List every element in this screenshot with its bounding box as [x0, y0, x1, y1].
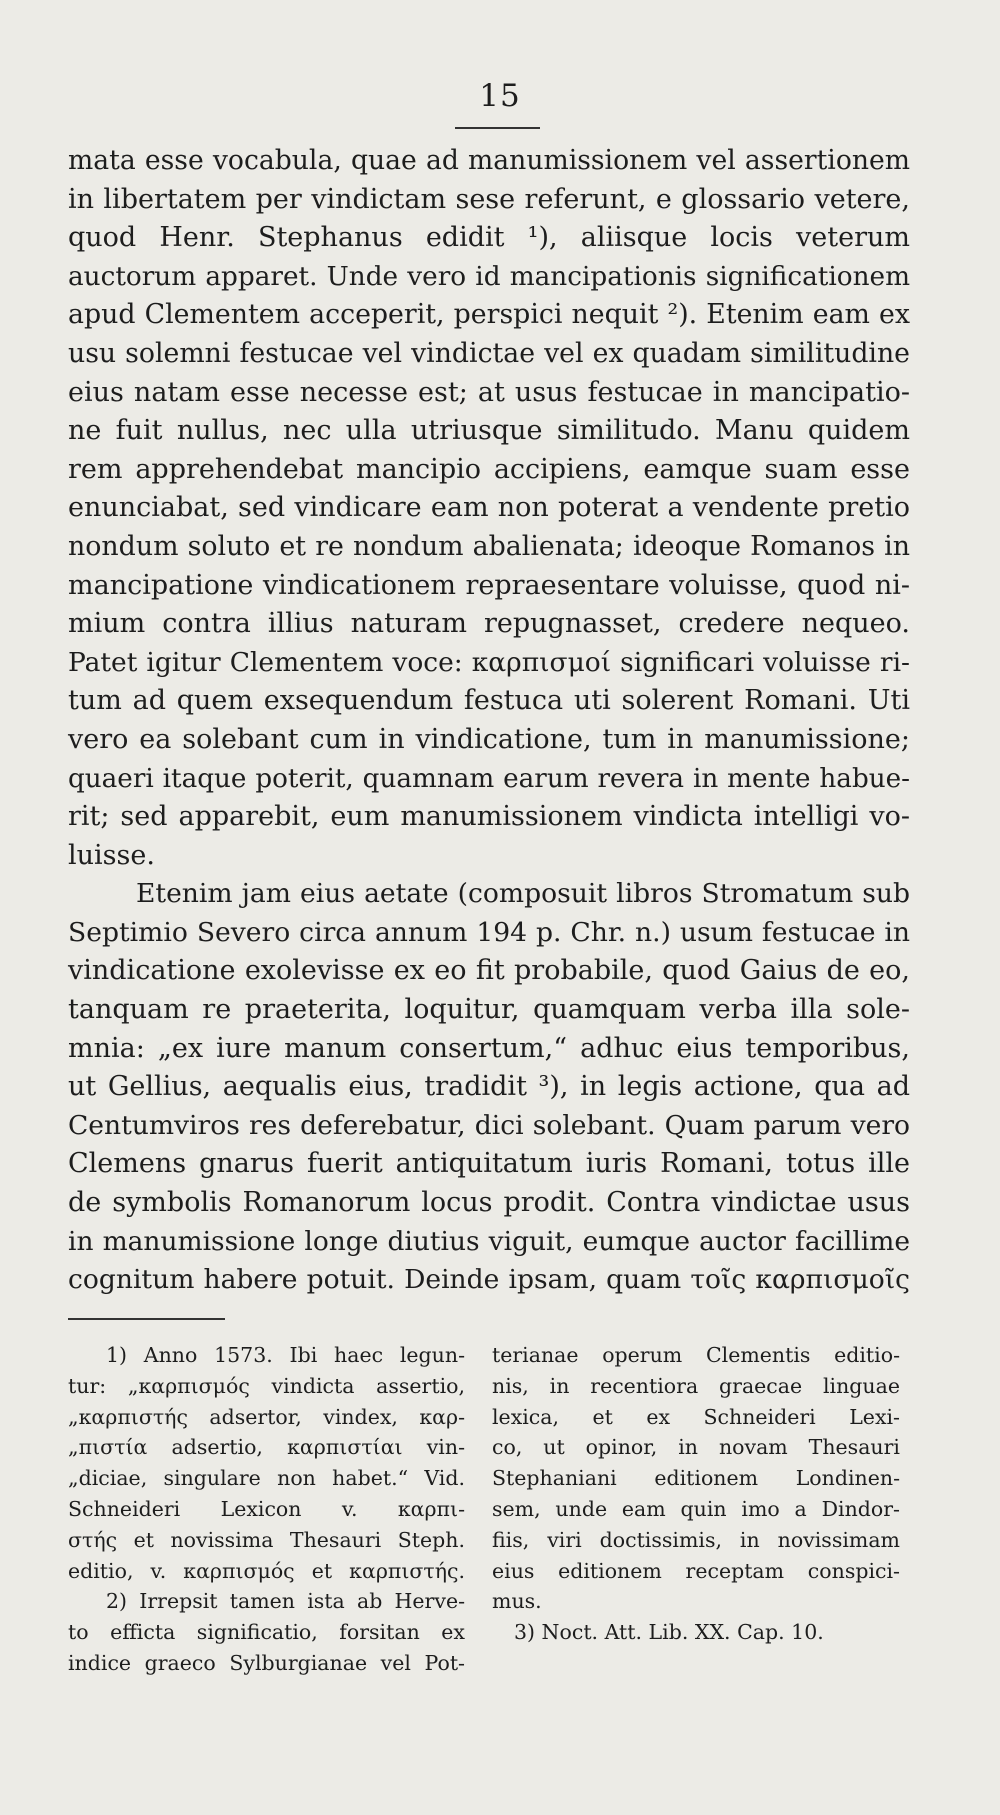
- footnote-rule: [68, 1318, 225, 1320]
- footnote-line: „πιστία adsertio, καρπιστίαι vin-: [68, 1435, 465, 1460]
- text-line: rem apprehendebat mancipio accipiens, eamque suam esse: [68, 453, 910, 485]
- text-line: tanquam re praeterita, loquitur, quamquam verba illa sole-: [68, 994, 910, 1026]
- footnote-line: nis, in recentiora graecae linguae: [492, 1373, 900, 1398]
- text-line: vindicatione exolevisse ex eo fit probabile, quod Gaius de eo,: [68, 955, 910, 987]
- footnote-line: terianae operum Clementis editio-: [492, 1343, 900, 1367]
- text-line: de symbolis Romanorum locus prodit. Contra vindictae usus: [68, 1187, 910, 1219]
- footnote-line: στής et novissima Thesauri Steph.: [68, 1527, 465, 1552]
- footnote-line: co, ut opinor, in novam Thesauri: [492, 1435, 900, 1460]
- footnote-line: „diciae, singulare non habet.“ Vid.: [68, 1466, 465, 1491]
- footnote-line: 1) Anno 1573. Ibi haec legun-: [106, 1343, 465, 1367]
- text-line: auctorum apparet. Unde vero id mancipationis significationem: [68, 261, 910, 292]
- footnote-line: 2) Irrepsit tamen ista ab Herve-: [106, 1589, 465, 1614]
- text-line: mata esse vocabula, quae ad manumissionem vel assertionem: [68, 145, 910, 176]
- text-line: eius natam esse necesse est; at usus festucae in mancipatio-: [68, 376, 910, 408]
- footnote-line: Stephaniani editionem Londinen-: [492, 1466, 900, 1491]
- footnote-line: „καρπιστής adsertor, vindex, καρ-: [68, 1404, 465, 1429]
- text-line: mnia: „ex iure manum consertum,“ adhuc eius temporibus,: [68, 1032, 910, 1064]
- text-line: ne fuit nullus, nec ulla utriusque similitudo. Manu quidem: [68, 415, 910, 447]
- text-line: quod Henr. Stephanus edidit ¹), aliisque locis veterum: [68, 222, 910, 254]
- footnote-line: to efficta significatio, forsitan ex: [68, 1620, 465, 1645]
- text-line: quaeri itaque poterit, quamnam earum revera in mente habue-: [68, 763, 910, 794]
- text-line: usu solemni festucae vel vindictae vel ex quadam similitudine: [68, 337, 910, 369]
- footnote-line: lexica, et ex Schneideri Lexi-: [492, 1404, 900, 1429]
- footnote-line: eius editionem receptam conspici-: [492, 1558, 900, 1583]
- footnote-line: tur: „καρπισμός vindicta assertio,: [68, 1373, 465, 1398]
- text-line: mancipatione vindicationem repraesentare voluisse, quod ni-: [68, 569, 910, 601]
- text-line: cognitum habere potuit. Deinde ipsam, quam τοῖς καρπισμοῖς: [68, 1264, 910, 1296]
- text-line: ut Gellius, aequalis eius, tradidit ³), in legis actione, qua ad: [68, 1071, 910, 1103]
- text-line: tum ad quem exsequendum festuca uti solerent Romani. Uti: [68, 685, 910, 717]
- text-line: in libertatem per vindictam sese referunt, e glossario vetere,: [68, 183, 910, 215]
- page-number: 15: [479, 78, 521, 114]
- header-rule: [455, 127, 540, 129]
- footnote-line: mus.: [492, 1589, 542, 1614]
- footnotes-left-column: [68, 1340, 465, 1679]
- footnote-line: fiis, viri doctissimis, in novissimam: [492, 1527, 900, 1552]
- footnote-line: sem, unde eam quin imo a Dindor-: [492, 1496, 900, 1521]
- footnote-line: 3) Noct. Att. Lib. XX. Cap. 10.: [514, 1620, 824, 1645]
- footnote-line: editio, v. καρπισμός et καρπιστής.: [68, 1558, 465, 1583]
- text-line: enunciabat, sed vindicare eam non poterat a vendente pretio: [68, 492, 910, 524]
- text-line: rit; sed apparebit, eum manumissionem vindicta intelligi vo-: [68, 801, 910, 833]
- footnote-line: Schneideri Lexicon v. καρπι-: [68, 1496, 465, 1521]
- text-line: luisse.: [68, 839, 155, 871]
- main-text: [68, 142, 910, 1300]
- text-line: Patet igitur Clementem voce: καρπισμοί significari voluisse ri-: [68, 646, 910, 678]
- text-line: nondum soluto et re nondum abalienata; ideoque Romanos in: [68, 530, 910, 562]
- text-line: Centumviros res deferebatur, dici solebant. Quam parum vero: [68, 1109, 910, 1141]
- text-line: Clemens gnarus fuerit antiquitatum iuris Romani, totus ille: [68, 1148, 910, 1180]
- footnote-line: indice graeco Sylburgianae vel Pot-: [68, 1650, 465, 1675]
- text-line: vero ea solebant cum in vindicatione, tum in manumissione;: [68, 723, 910, 755]
- text-line: Etenim jam eius aetate (composuit libros Stromatum sub: [136, 878, 910, 910]
- text-line: apud Clementem acceperit, perspici nequit ²). Etenim eam ex: [68, 299, 910, 331]
- footnotes-right-column: [492, 1340, 900, 1648]
- text-line: in manumissione longe diutius viguit, eumque auctor facillime: [68, 1225, 910, 1257]
- text-line: Septimio Severo circa annum 194 p. Chr. n.) usum festucae in: [68, 916, 910, 948]
- text-line: mium contra illius naturam repugnasset, credere nequeo.: [68, 608, 910, 640]
